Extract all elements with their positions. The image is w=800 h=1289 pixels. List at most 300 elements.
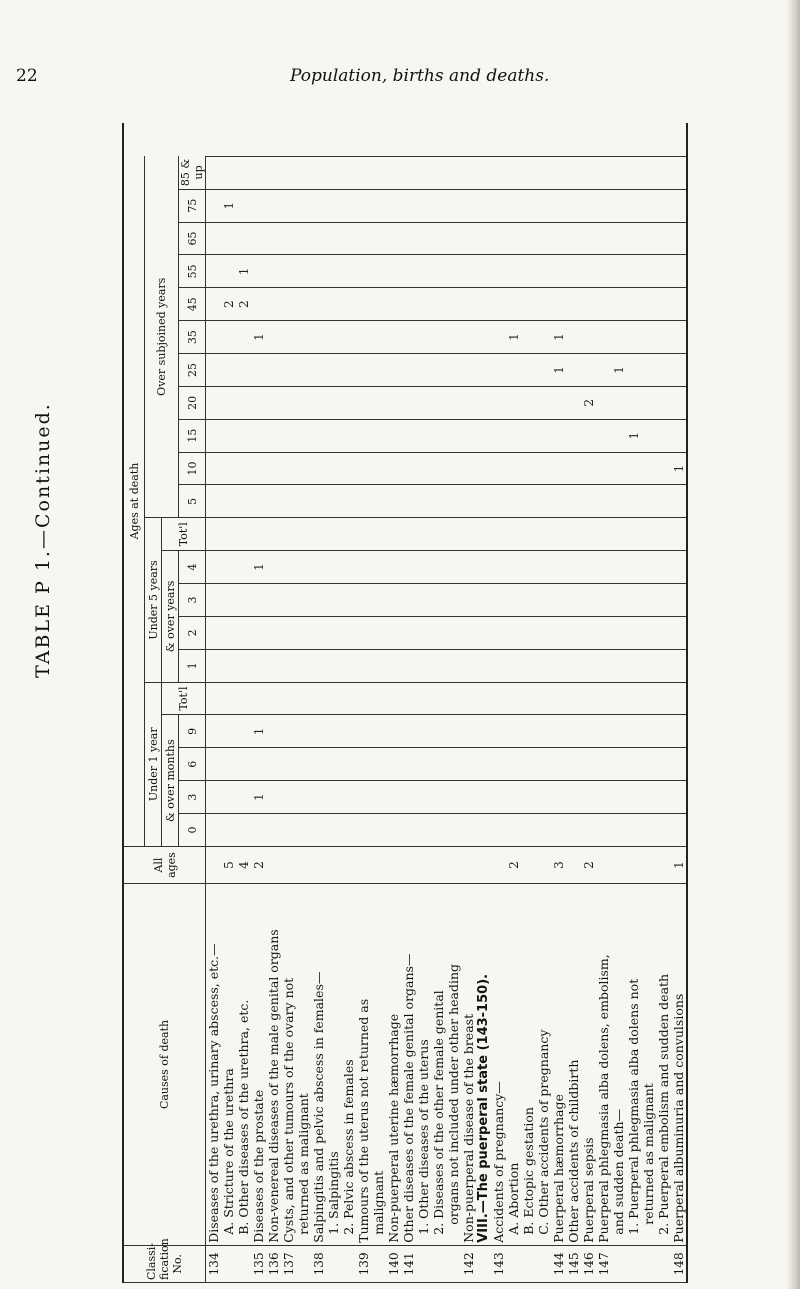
age-group-count bbox=[671, 781, 687, 814]
age-group-count bbox=[221, 715, 236, 748]
age-group-count bbox=[506, 715, 521, 748]
all-ages-count: 4 bbox=[236, 846, 251, 883]
header-under5-total: Tot'l bbox=[162, 518, 206, 551]
age-group-count bbox=[326, 584, 341, 617]
age-group-count bbox=[356, 189, 371, 222]
age-group-count bbox=[266, 288, 281, 321]
age-group-count bbox=[611, 682, 626, 715]
age-group-count bbox=[596, 814, 611, 847]
age-group-count bbox=[596, 452, 611, 485]
age-group-count bbox=[311, 321, 326, 354]
age-group-count bbox=[611, 551, 626, 584]
age-group-count bbox=[431, 156, 446, 189]
age-group-count bbox=[611, 288, 626, 321]
age-group-count bbox=[551, 715, 566, 748]
age-group-count bbox=[281, 584, 296, 617]
classification-number: 144 bbox=[551, 1245, 566, 1282]
age-group-count bbox=[596, 485, 611, 518]
header-year-col: 2 bbox=[179, 616, 206, 649]
age-group-count bbox=[446, 288, 461, 321]
age-group-count bbox=[446, 156, 461, 189]
age-group-count bbox=[626, 518, 641, 551]
age-group-count bbox=[296, 419, 311, 452]
age-group-count bbox=[401, 452, 416, 485]
age-group-count bbox=[521, 452, 536, 485]
age-group-count bbox=[641, 649, 656, 682]
age-group-count bbox=[431, 649, 446, 682]
age-group-count bbox=[656, 354, 671, 387]
age-group-count: 1 bbox=[506, 321, 521, 354]
age-group-count bbox=[641, 616, 656, 649]
age-group-count bbox=[401, 156, 416, 189]
cause-of-death: A. Abortion bbox=[506, 884, 521, 1246]
classification-number bbox=[296, 1245, 311, 1282]
cause-of-death: Tumours of the uterus not returned as bbox=[356, 884, 371, 1246]
age-group-count bbox=[626, 748, 641, 781]
age-group-count bbox=[551, 748, 566, 781]
age-group-count bbox=[566, 386, 581, 419]
age-group-count bbox=[221, 781, 236, 814]
age-group-count bbox=[206, 189, 222, 222]
age-group-count bbox=[596, 551, 611, 584]
age-group-count bbox=[446, 255, 461, 288]
age-group-count bbox=[431, 715, 446, 748]
age-group-count: 1 bbox=[251, 551, 266, 584]
age-group-count bbox=[641, 321, 656, 354]
age-group-count bbox=[416, 452, 431, 485]
age-group-count bbox=[401, 123, 416, 156]
age-group-count bbox=[521, 419, 536, 452]
classification-number bbox=[626, 1245, 641, 1282]
age-group-count bbox=[356, 715, 371, 748]
age-group-count bbox=[596, 682, 611, 715]
age-group-count bbox=[386, 288, 401, 321]
classification-number: 138 bbox=[311, 1245, 326, 1282]
age-group-count bbox=[416, 682, 431, 715]
age-group-count bbox=[641, 156, 656, 189]
age-group-count bbox=[281, 649, 296, 682]
age-group-count bbox=[206, 419, 222, 452]
age-group-count bbox=[401, 682, 416, 715]
age-group-count bbox=[416, 189, 431, 222]
age-group-count bbox=[521, 781, 536, 814]
header-under-5: Under 5 years bbox=[145, 518, 162, 682]
cause-of-death: Non-venereal diseases of the male genital organs bbox=[266, 884, 281, 1246]
age-group-count bbox=[206, 814, 222, 847]
age-group-count bbox=[311, 123, 326, 156]
age-group-count bbox=[236, 781, 251, 814]
header-age-col: 65 bbox=[179, 222, 206, 255]
age-group-count bbox=[611, 814, 626, 847]
age-group-count bbox=[671, 156, 687, 189]
table-row bbox=[236, 123, 251, 1283]
age-group-count bbox=[536, 354, 551, 387]
age-group-count bbox=[596, 288, 611, 321]
age-group-count bbox=[206, 584, 222, 617]
age-group-count bbox=[476, 682, 491, 715]
age-group-count bbox=[506, 551, 521, 584]
age-group-count bbox=[641, 748, 656, 781]
header-age-col: 15 bbox=[179, 419, 206, 452]
cause-of-death: Diseases of the prostate bbox=[251, 884, 266, 1246]
age-group-count bbox=[221, 748, 236, 781]
age-group-count bbox=[236, 518, 251, 551]
all-ages-count bbox=[386, 846, 401, 883]
age-group-count bbox=[521, 682, 536, 715]
age-group-count bbox=[431, 814, 446, 847]
age-group-count bbox=[431, 354, 446, 387]
age-group-count bbox=[551, 123, 566, 156]
age-group-count bbox=[371, 354, 386, 387]
age-group-count bbox=[461, 485, 476, 518]
age-group-count bbox=[596, 616, 611, 649]
age-group-count bbox=[371, 485, 386, 518]
age-group-count bbox=[356, 321, 371, 354]
age-group-count bbox=[446, 814, 461, 847]
age-group-count bbox=[326, 156, 341, 189]
age-group-count bbox=[206, 255, 222, 288]
age-group-count bbox=[656, 518, 671, 551]
age-group-count bbox=[461, 452, 476, 485]
age-group-count bbox=[266, 419, 281, 452]
age-group-count bbox=[431, 123, 446, 156]
age-group-count bbox=[326, 255, 341, 288]
age-group-count bbox=[671, 354, 687, 387]
age-group-count bbox=[491, 386, 506, 419]
age-group-count bbox=[401, 715, 416, 748]
header-age-col: 20 bbox=[179, 386, 206, 419]
age-group-count bbox=[671, 551, 687, 584]
age-group-count bbox=[611, 715, 626, 748]
age-group-count bbox=[266, 649, 281, 682]
age-group-count bbox=[416, 748, 431, 781]
age-group-count bbox=[521, 584, 536, 617]
age-group-count bbox=[236, 616, 251, 649]
age-group-count bbox=[371, 682, 386, 715]
age-group-count bbox=[626, 321, 641, 354]
all-ages-count bbox=[656, 846, 671, 883]
age-group-count bbox=[386, 485, 401, 518]
age-group-count bbox=[611, 781, 626, 814]
age-group-count: 1 bbox=[251, 781, 266, 814]
classification-number: 141 bbox=[401, 1245, 416, 1282]
header-month-col: 3 bbox=[179, 781, 206, 814]
age-group-count bbox=[386, 156, 401, 189]
header-age-col: 35 bbox=[179, 321, 206, 354]
age-group-count bbox=[311, 255, 326, 288]
age-group-count bbox=[656, 781, 671, 814]
table-row bbox=[506, 123, 521, 1283]
table-row bbox=[371, 123, 386, 1283]
age-group-count bbox=[671, 584, 687, 617]
age-group-count bbox=[671, 189, 687, 222]
table-row bbox=[446, 123, 461, 1283]
age-group-count bbox=[446, 781, 461, 814]
age-group-count bbox=[626, 222, 641, 255]
table-row bbox=[296, 123, 311, 1283]
classification-number bbox=[476, 1245, 491, 1282]
age-group-count bbox=[236, 649, 251, 682]
age-group-count bbox=[326, 189, 341, 222]
cause-of-death: malignant bbox=[371, 884, 386, 1246]
age-group-count bbox=[341, 419, 356, 452]
cause-of-death: returned as malignant bbox=[641, 884, 656, 1246]
age-group-count bbox=[326, 354, 341, 387]
age-group-count bbox=[266, 682, 281, 715]
age-group-count bbox=[596, 189, 611, 222]
age-group-count bbox=[476, 649, 491, 682]
age-group-count bbox=[461, 715, 476, 748]
age-group-count bbox=[656, 485, 671, 518]
age-group-count bbox=[506, 288, 521, 321]
age-group-count bbox=[596, 321, 611, 354]
age-group-count bbox=[251, 485, 266, 518]
age-group-count bbox=[476, 715, 491, 748]
age-group-count bbox=[506, 584, 521, 617]
age-group-count bbox=[206, 551, 222, 584]
age-group-count bbox=[626, 715, 641, 748]
age-group-count bbox=[566, 354, 581, 387]
age-group-count bbox=[581, 814, 596, 847]
age-group-count bbox=[221, 222, 236, 255]
age-group-count bbox=[536, 584, 551, 617]
age-group-count bbox=[656, 616, 671, 649]
age-group-count bbox=[671, 288, 687, 321]
age-group-count bbox=[566, 123, 581, 156]
header-month-col: 0 bbox=[179, 814, 206, 847]
age-group-count bbox=[581, 616, 596, 649]
age-group-count bbox=[236, 123, 251, 156]
age-group-count bbox=[386, 781, 401, 814]
age-group-count bbox=[461, 354, 476, 387]
age-group-count bbox=[371, 123, 386, 156]
all-ages-count bbox=[281, 846, 296, 883]
classification-number: 140 bbox=[386, 1245, 401, 1282]
table-row bbox=[566, 123, 581, 1283]
age-group-count bbox=[581, 321, 596, 354]
age-group-count bbox=[326, 518, 341, 551]
age-group-count bbox=[236, 321, 251, 354]
all-ages-count bbox=[311, 846, 326, 883]
age-group-count bbox=[551, 616, 566, 649]
age-group-count bbox=[326, 419, 341, 452]
age-group-count bbox=[506, 123, 521, 156]
age-group-count bbox=[611, 649, 626, 682]
classification-number bbox=[656, 1245, 671, 1282]
age-group-count bbox=[656, 584, 671, 617]
age-group-count bbox=[671, 386, 687, 419]
age-group-count bbox=[566, 616, 581, 649]
age-group-count bbox=[641, 288, 656, 321]
age-group-count bbox=[416, 814, 431, 847]
classification-number bbox=[236, 1245, 251, 1282]
age-group-count bbox=[491, 123, 506, 156]
cause-of-death: Accidents of pregnancy— bbox=[491, 884, 506, 1246]
age-group-count bbox=[626, 551, 641, 584]
age-group-count bbox=[566, 156, 581, 189]
age-group-count bbox=[566, 255, 581, 288]
all-ages-count bbox=[401, 846, 416, 883]
age-group-count bbox=[521, 123, 536, 156]
age-group-count bbox=[386, 452, 401, 485]
age-group-count bbox=[611, 616, 626, 649]
age-group-count bbox=[371, 321, 386, 354]
age-group-count bbox=[296, 748, 311, 781]
header-under-1: Under 1 year bbox=[145, 682, 162, 846]
age-group-count bbox=[251, 288, 266, 321]
age-group-count bbox=[461, 616, 476, 649]
age-group-count bbox=[236, 584, 251, 617]
age-group-count bbox=[326, 682, 341, 715]
age-group-count bbox=[266, 452, 281, 485]
age-group-count bbox=[356, 584, 371, 617]
age-group-count bbox=[326, 748, 341, 781]
age-group-count bbox=[221, 123, 236, 156]
table-row bbox=[476, 123, 491, 1283]
age-group-count bbox=[386, 419, 401, 452]
age-group-count bbox=[311, 419, 326, 452]
all-ages-count: 5 bbox=[221, 846, 236, 883]
age-group-count bbox=[656, 189, 671, 222]
age-group-count bbox=[371, 255, 386, 288]
age-group-count bbox=[401, 189, 416, 222]
all-ages-count bbox=[611, 846, 626, 883]
age-group-count: 2 bbox=[581, 386, 596, 419]
age-group-count bbox=[326, 452, 341, 485]
age-group-count bbox=[461, 222, 476, 255]
cause-of-death: 1. Other diseases of the uterus bbox=[416, 884, 431, 1246]
age-group-count bbox=[236, 551, 251, 584]
classification-number: 142 bbox=[461, 1245, 476, 1282]
age-group-count bbox=[656, 386, 671, 419]
age-group-count bbox=[431, 584, 446, 617]
cause-of-death: 2. Puerperal embolism and sudden death bbox=[656, 884, 671, 1246]
table-row bbox=[551, 123, 566, 1283]
age-group-count bbox=[491, 156, 506, 189]
all-ages-count bbox=[491, 846, 506, 883]
age-group-count bbox=[296, 781, 311, 814]
all-ages-count bbox=[266, 846, 281, 883]
cause-of-death: 1. Puerperal phlegmasia alba dolens not bbox=[626, 884, 641, 1246]
header-month-col: 9 bbox=[179, 715, 206, 748]
age-group-count bbox=[536, 715, 551, 748]
age-group-count bbox=[581, 156, 596, 189]
age-group-count bbox=[326, 288, 341, 321]
age-group-count bbox=[551, 781, 566, 814]
age-group-count bbox=[251, 616, 266, 649]
age-group-count bbox=[386, 222, 401, 255]
age-group-count bbox=[626, 156, 641, 189]
age-group-count bbox=[341, 781, 356, 814]
age-group-count bbox=[611, 419, 626, 452]
header-age-col: 10 bbox=[179, 452, 206, 485]
age-group-count bbox=[566, 715, 581, 748]
age-group-count bbox=[266, 584, 281, 617]
age-group-count bbox=[611, 452, 626, 485]
age-group-count bbox=[371, 551, 386, 584]
age-group-count bbox=[521, 551, 536, 584]
table-row bbox=[491, 123, 506, 1283]
age-group-count bbox=[671, 518, 687, 551]
age-group-count bbox=[296, 321, 311, 354]
age-group-count bbox=[431, 189, 446, 222]
age-group-count bbox=[416, 123, 431, 156]
age-group-count bbox=[461, 288, 476, 321]
age-group-count bbox=[491, 419, 506, 452]
age-group-count bbox=[401, 419, 416, 452]
age-group-count bbox=[341, 649, 356, 682]
age-group-count bbox=[221, 321, 236, 354]
age-group-count bbox=[506, 452, 521, 485]
age-group-count bbox=[551, 419, 566, 452]
age-group-count bbox=[581, 748, 596, 781]
age-group-count bbox=[206, 781, 222, 814]
table-row bbox=[311, 123, 326, 1283]
age-group-count bbox=[296, 584, 311, 617]
header-age-col: 85 & up bbox=[179, 156, 206, 189]
age-group-count bbox=[416, 485, 431, 518]
age-group-count: 1 bbox=[251, 321, 266, 354]
age-group-count bbox=[266, 255, 281, 288]
age-group-count bbox=[491, 354, 506, 387]
age-group-count bbox=[596, 419, 611, 452]
age-group-count bbox=[236, 485, 251, 518]
age-group-count bbox=[551, 156, 566, 189]
age-group-count bbox=[296, 222, 311, 255]
age-group-count bbox=[221, 255, 236, 288]
age-group-count bbox=[296, 715, 311, 748]
age-group-count bbox=[356, 748, 371, 781]
age-group-count bbox=[446, 419, 461, 452]
age-group-count bbox=[461, 156, 476, 189]
age-group-count bbox=[461, 584, 476, 617]
classification-number bbox=[341, 1245, 356, 1282]
age-group-count bbox=[491, 452, 506, 485]
age-group-count bbox=[386, 354, 401, 387]
cause-of-death: 1. Salpingitis bbox=[326, 884, 341, 1246]
age-group-count bbox=[326, 649, 341, 682]
age-group-count bbox=[311, 452, 326, 485]
age-group-count bbox=[431, 551, 446, 584]
age-group-count bbox=[371, 616, 386, 649]
cause-of-death: organs not included under other heading bbox=[446, 884, 461, 1246]
cause-of-death: A. Stricture of the urethra bbox=[221, 884, 236, 1246]
age-group-count bbox=[671, 419, 687, 452]
age-group-count bbox=[236, 814, 251, 847]
age-group-count bbox=[521, 518, 536, 551]
age-group-count bbox=[641, 354, 656, 387]
classification-number bbox=[371, 1245, 386, 1282]
classification-number bbox=[611, 1245, 626, 1282]
age-group-count bbox=[296, 189, 311, 222]
age-group-count bbox=[356, 616, 371, 649]
age-group-count bbox=[206, 321, 222, 354]
age-group-count bbox=[296, 616, 311, 649]
age-group-count bbox=[581, 419, 596, 452]
age-group-count bbox=[596, 222, 611, 255]
table-row bbox=[431, 123, 446, 1283]
age-group-count bbox=[506, 814, 521, 847]
age-group-count bbox=[446, 551, 461, 584]
age-group-count bbox=[506, 354, 521, 387]
table-row bbox=[521, 123, 536, 1283]
age-group-count bbox=[371, 748, 386, 781]
age-group-count bbox=[401, 288, 416, 321]
age-group-count bbox=[311, 354, 326, 387]
age-group-count bbox=[476, 288, 491, 321]
age-group-count bbox=[371, 518, 386, 551]
age-group-count bbox=[446, 682, 461, 715]
